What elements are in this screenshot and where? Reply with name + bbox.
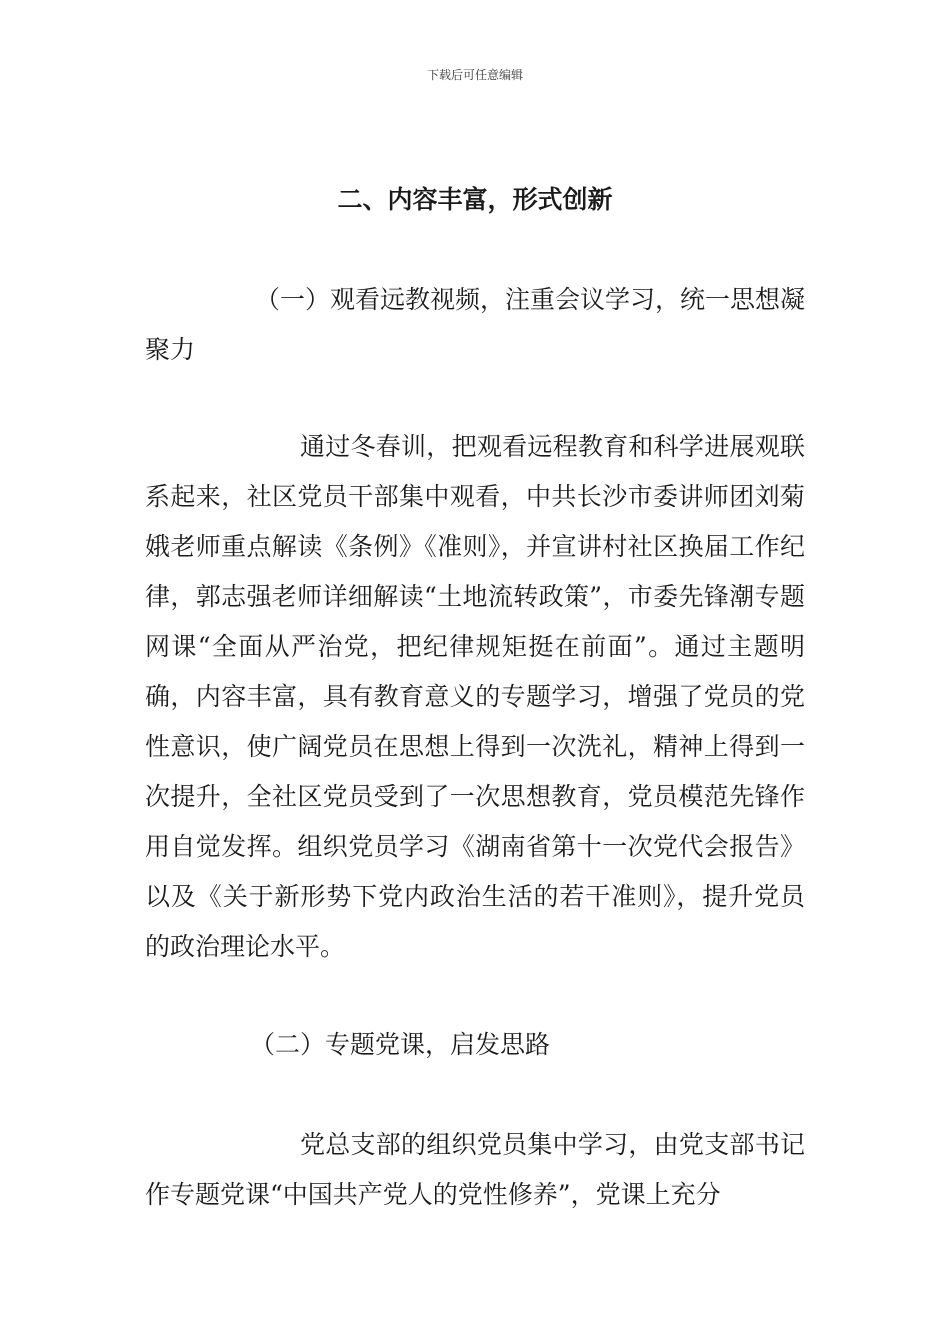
section-title: 二、内容丰富，形式创新 [337, 185, 613, 214]
header-note: 下载后可任意编辑 [426, 68, 523, 82]
subheading-2: （二）专题党课，启发思路 [250, 1030, 551, 1059]
body-paragraph-2: 党总支部的组织党员集中学习，由党支部书记作专题党课“中国共产党人的党性修养”，党课上充分 [145, 1130, 805, 1209]
subheading-1: （一）观看远教视频，注重会议学习，统一思想凝聚力 [145, 285, 806, 364]
body-paragraph-1: 通过冬春训，把观看远程教育和科学进展观联系起来，社区党员干部集中观看，中共长沙市委讲师团刘菊娥老师重点解读《条例》《准则》，并宣讲村社区换届工作纪律，郭志强老师详细解读“土地流转政策”，市委先锋潮专题网课“全面从严治党，把纪律规矩挺在前面”。通过主题明确，内容丰富，具有教育意义的专题学习，增强了党员的党性意识，使广阔党员在思想上得到一次洗礼，精神上得到一次提升，全社区党员受到了一次思想教育，党员模范先锋作用自觉发挥。组织党员学习《湖南省第十一次党代会报告》以及《关于新形势下党内政治生活的若干准则》，提升党员的政治理论水平。 [145, 432, 805, 961]
